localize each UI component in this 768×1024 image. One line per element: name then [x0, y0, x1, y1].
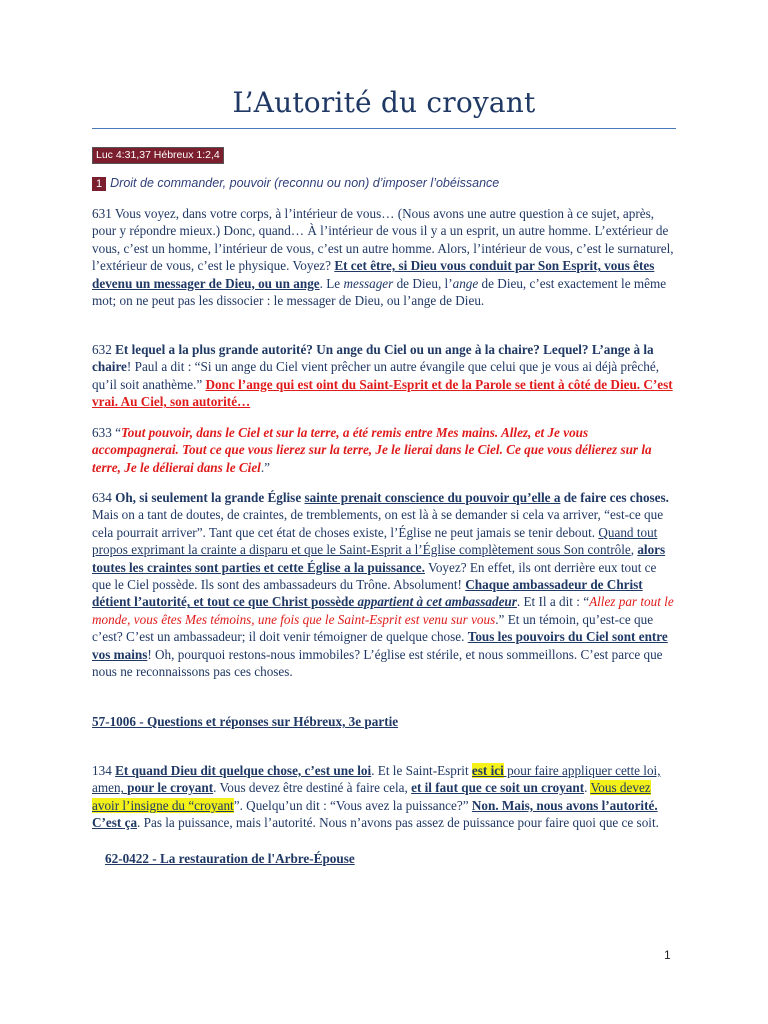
- text-run: . Vous devez être destiné à faire cela,: [213, 780, 412, 796]
- text-run: Et lequel a la plus grande autorité? Un ange du Ciel ou un ange à la chaire? Lequel? L’ange à la chaire: [92, 342, 654, 375]
- page-title: L’Autorité du croyant: [232, 86, 536, 119]
- text-run: . Et Il a dit : “: [516, 594, 590, 610]
- text-run: pour le croyant: [127, 780, 214, 796]
- text-run: Tous les pouvoirs du Ciel sont entre vos mains: [92, 629, 668, 662]
- text-run: appartient à cet ambassadeur: [357, 594, 517, 610]
- text-run: Mais on a tant de doutes, de craintes, de tremblements, on est là à se demander si cela va arriver, “est-ce que cela pourrait arriver”. Tant que cet état de choses existe, l’Église ne peut jamais se tenir debout.: [92, 507, 664, 540]
- text-run: Donc l’ange qui est oint du Saint-Esprit et de la Parole se tient à côté de Dieu. C’est vrai. Au Ciel, son autorité…: [92, 376, 673, 410]
- text-run: Quand tout propos exprimant la crainte a disparu et que le Saint-Esprit a l’Église complètement sous Son contrôle: [92, 524, 658, 558]
- text-run: Allez par tout le monde, vous êtes Mes témoins, une fois que le Saint-Esprit est venu sur vous: [92, 594, 674, 627]
- text-run: ange: [452, 275, 479, 291]
- text-run: Non. Mais, nous avons l’autorité. C’est ça: [92, 797, 658, 831]
- scripture-reference: Luc 4:31,37 Hébreux 1:2,4: [92, 147, 224, 164]
- text-run: messager: [343, 275, 394, 291]
- definition-line: [92, 176, 692, 191]
- text-run: .: [584, 780, 591, 796]
- text-run: . Pas la puissance, mais l’autorité. Nous n’avons pas assez de puissance pour faire quoi que ce soit.: [137, 815, 659, 831]
- source-link: 62-0422 - La restauration de l'Arbre-Épouse: [105, 851, 355, 866]
- text-run: de faire ces choses.: [560, 490, 669, 505]
- highlight-run: est ici: [471, 763, 504, 778]
- source-link: 57-1006 - Questions et réponses sur Hébreux, 3e partie: [92, 714, 399, 729]
- text-run: Et quand Dieu dit quelque chose, c’est une loi: [115, 763, 372, 778]
- paragraph-633: [92, 424, 676, 476]
- paragraph-634: [92, 489, 676, 680]
- definition-number: 1: [92, 177, 106, 191]
- text-run: sainte prenait conscience du pouvoir qu’elle a: [304, 490, 561, 505]
- text-run: .” Et un témoin, qu’est-ce que c’est? C’est un ambassadeur; il doit venir témoigner de quelque chose.: [92, 611, 654, 645]
- definition-text: Droit de commander, pouvoir (reconnu ou non) d’imposer l’obéissance: [110, 176, 500, 190]
- text-run: ”. Quelqu’un dit : “Vous avez la puissance?”: [233, 797, 472, 813]
- text-run: de Dieu, c’est exactement le même mot; on ne peut pas les dissocier : le messager de Dieu, ou l’ange de Dieu.: [92, 275, 667, 309]
- page-number: 1: [664, 948, 671, 962]
- text-run: 632: [92, 342, 116, 357]
- text-run: ,: [630, 542, 638, 558]
- text-run: alors toutes les craintes sont parties et cette Église a la puissance.: [92, 542, 666, 575]
- text-run: . Et le Saint-Esprit: [371, 763, 472, 778]
- text-run: .”: [260, 459, 270, 475]
- text-run: Tout pouvoir, dans le Ciel et sur la terre, a été remis entre Mes mains. Allez, et Je vous accompagnerai. Tout ce que vous lierez sur la terre, Je le lierai dans le Ciel. Ce que vous délierez sur la terre, Je le délierai dans le Ciel: [92, 425, 652, 475]
- paragraph-631: [92, 205, 676, 309]
- text-run: Chaque ambassadeur de Christ détient l’autorité, et tout ce que Christ possède: [92, 577, 643, 610]
- text-run: 134: [92, 763, 116, 778]
- text-run: et il faut que ce soit un croyant: [411, 780, 585, 796]
- text-run: 633 “: [92, 425, 121, 440]
- text-run: de Dieu, l’: [393, 275, 453, 291]
- text-run: 634: [92, 490, 116, 505]
- title-rule: [92, 128, 676, 129]
- highlight-run: Vous devez avoir l’insigne du “croyant: [92, 780, 651, 813]
- text-run: Oh, si seulement la grande Église: [115, 490, 305, 505]
- paragraph-134: [92, 762, 676, 832]
- source-reference-2: [105, 850, 689, 867]
- text-run: 631 Vous voyez, dans votre corps, à l’intérieur de vous… (Nous avons une autre question à ce sujet, après, pour y répondre mieux.) Donc, quand… À l’intérieur de vous il y a un esprit, un autre homme. L’extérieur de vous, c’est un homme, l’intérieur de vous, c’est un autre homme. Alors, l’intérieur de vous, c’est le surnaturel, l’extérieur de vous, c’est le physique. Voyez?: [92, 206, 674, 274]
- text-run: . Le: [319, 275, 344, 291]
- source-reference-1: [92, 713, 676, 730]
- text-run: Voyez? En effet, ils ont derrière eux tout ce que le Ciel possède. Ils sont des ambassadeurs du Trône. Absolument!: [92, 559, 657, 593]
- text-run: ! Oh, pourquoi restons-nous immobiles? L’église est stérile, et nous sommeillons. C’est parce que nous ne reconnaissons pas ces choses.: [92, 646, 663, 680]
- paragraph-632: [92, 341, 676, 411]
- text-run: ! Paul a dit : “Si un ange du Ciel vient prêcher un autre évangile que celui que je vous ai déjà prêché, qu’il soit anathème.”: [92, 359, 659, 392]
- text-run: pour faire appliquer cette loi, amen,: [92, 763, 661, 796]
- text-run: Et cet être, si Dieu vous conduit par Son Esprit, vous êtes devenu un messager de Dieu, ou un ange: [92, 258, 655, 291]
